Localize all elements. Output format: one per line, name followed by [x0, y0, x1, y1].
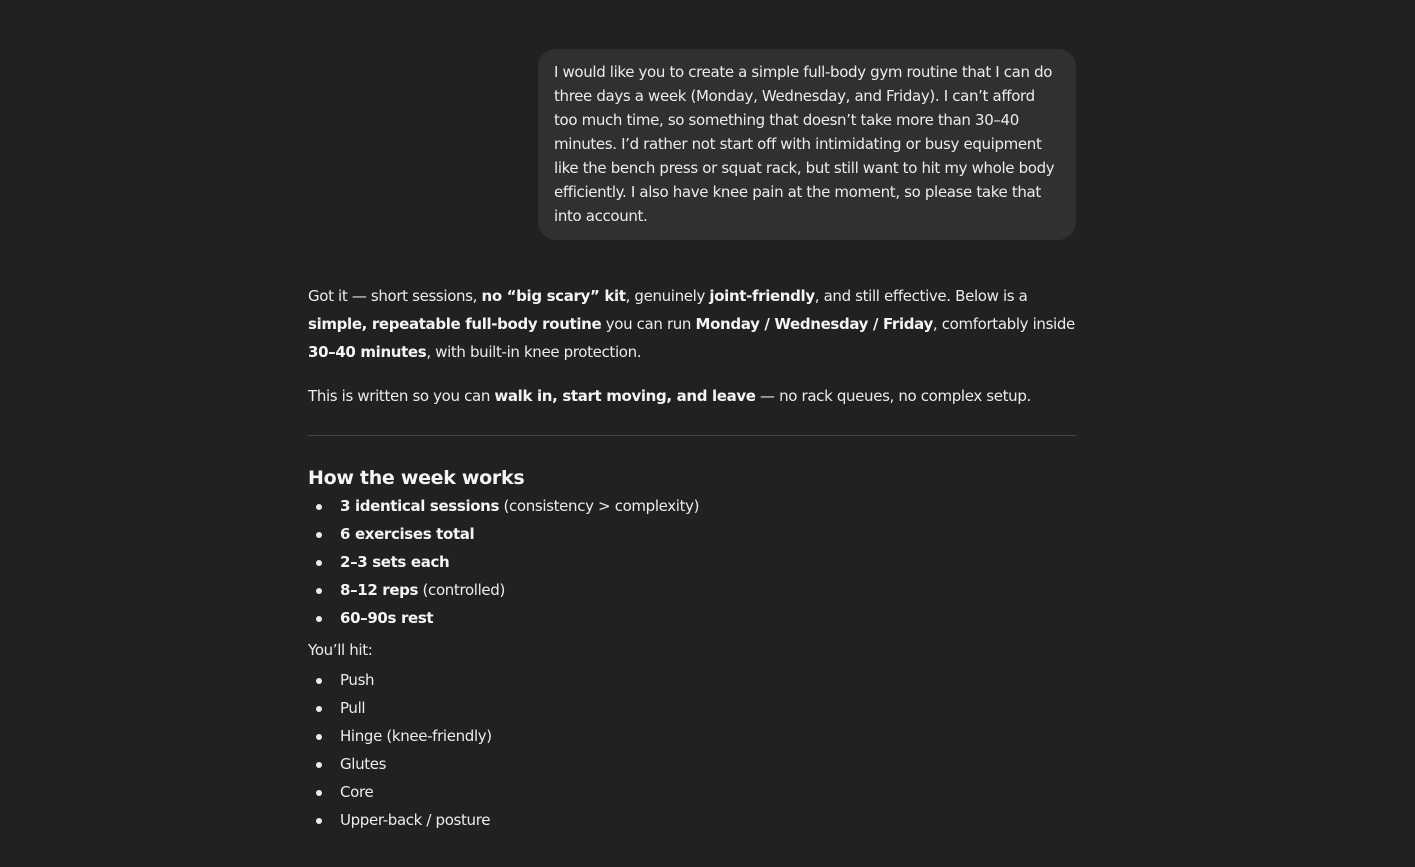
hit-label: You’ll hit: — [308, 641, 373, 659]
bold-run: no “big scary” kit — [481, 287, 626, 305]
text-run: Got it — short sessions, — [308, 287, 482, 305]
bullet-icon — [316, 504, 322, 510]
assistant-intro-paragraph — [308, 282, 1076, 366]
text-run: , comfortably inside — [932, 315, 1075, 333]
text-run: Hinge (knee-friendly) — [340, 727, 492, 745]
list-item — [308, 520, 1076, 548]
bold-run: 2–3 sets each — [340, 553, 450, 571]
bullet-icon — [316, 560, 322, 566]
list-item — [308, 666, 1076, 694]
text-run: , and still effective. Below is a — [814, 287, 1028, 305]
text-run: Push — [340, 671, 375, 689]
bold-run: joint-friendly — [709, 287, 815, 305]
text-run: , with built-in knee protection. — [426, 343, 642, 361]
list-item — [308, 694, 1076, 722]
text-run: Core — [340, 783, 374, 801]
section-divider — [308, 435, 1076, 436]
bullet-icon — [316, 678, 322, 684]
text-run: Upper-back / posture — [340, 811, 491, 829]
text-run: you can run — [601, 315, 696, 333]
bullet-icon — [316, 532, 322, 538]
bold-run: 3 identical sessions — [340, 497, 500, 515]
assistant-second-paragraph — [308, 382, 1076, 410]
text-run: This is written so you can — [308, 387, 495, 405]
chat-thread — [308, 0, 1076, 838]
bold-run: walk in, start moving, and leave — [494, 387, 756, 405]
bold-run: 6 exercises total — [340, 525, 475, 543]
user-message-text: I would like you to create a simple full-body gym routine that I can do three days a week (Monday, Wednesday, and Friday). I can’t afford too much time, so something that doesn’t take more than 30–40 minutes. I’d rather not start off with intimidating or busy equipment like the bench press or squat rack, but still want to hit my whole body efficiently. I also have knee pain at the moment, so please take that into account. — [554, 63, 1055, 225]
bullet-icon — [316, 588, 322, 594]
bullet-icon — [316, 734, 322, 740]
text-run: Pull — [340, 699, 366, 717]
bullet-icon — [316, 790, 322, 796]
user-message-row — [308, 49, 1076, 240]
list-item — [308, 576, 1076, 604]
list-item — [308, 778, 1076, 806]
assistant-message — [308, 282, 1076, 834]
bullet-icon — [316, 762, 322, 768]
list-item — [308, 806, 1076, 834]
bold-run: 8–12 reps — [340, 581, 419, 599]
list-item — [308, 750, 1076, 778]
list-item — [308, 604, 1076, 632]
week-bullet-list — [308, 492, 1076, 632]
text-run: (controlled) — [418, 581, 505, 599]
list-item — [308, 548, 1076, 576]
text-run: , genuinely — [625, 287, 710, 305]
bold-run: Monday / Wednesday / Friday — [695, 315, 933, 333]
text-run: — no rack queues, no complex setup. — [755, 387, 1031, 405]
bullet-icon — [316, 706, 322, 712]
bullet-icon — [316, 818, 322, 824]
list-item — [308, 722, 1076, 750]
text-run: Glutes — [340, 755, 387, 773]
text-run: (consistency > complexity) — [499, 497, 700, 515]
section-heading-week: How the week works — [308, 467, 525, 489]
bold-run: 30–40 minutes — [308, 343, 427, 361]
user-message-bubble — [538, 49, 1076, 240]
bold-run: 60–90s rest — [340, 609, 434, 627]
list-item — [308, 492, 1076, 520]
bullet-icon — [316, 616, 322, 622]
hit-bullet-list — [308, 666, 1076, 834]
bold-run: simple, repeatable full-body routine — [308, 315, 602, 333]
